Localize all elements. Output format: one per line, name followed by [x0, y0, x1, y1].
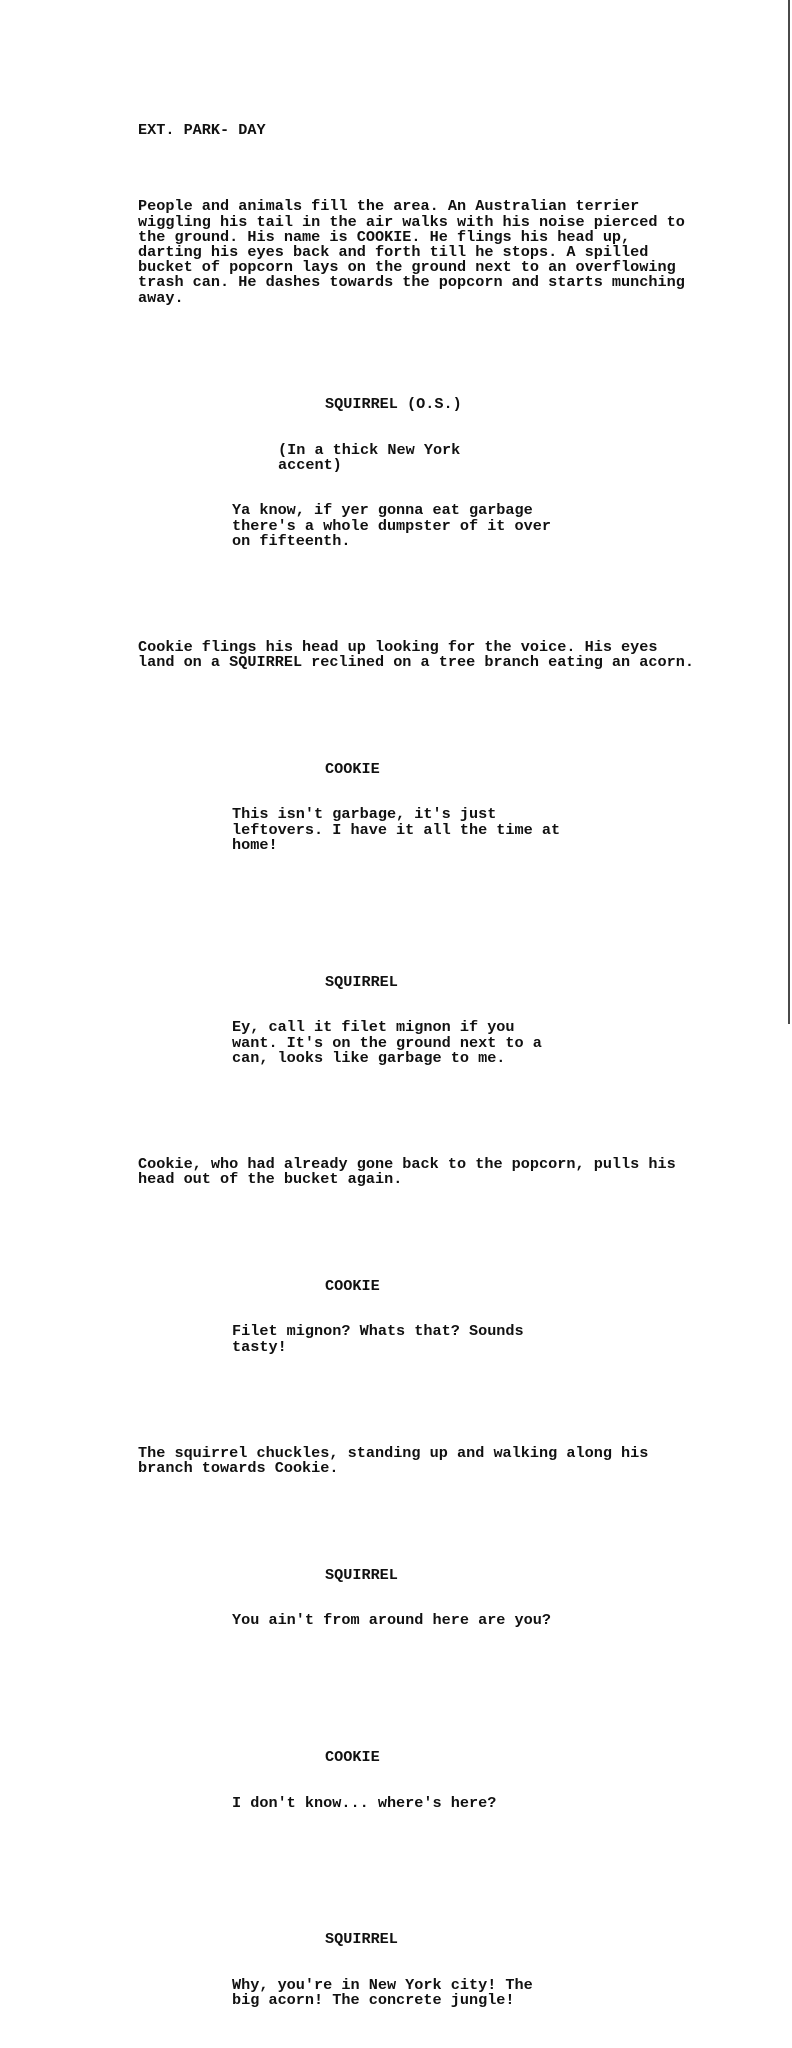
parenthetical: (In a thick New York accent): [278, 440, 470, 474]
action-paragraph: Cookie, who had already gone back to the popcorn, pulls his head out of the bucket again.: [138, 1155, 685, 1189]
dialogue-line: Filet mignon? Whats that? Sounds tasty!: [232, 1322, 533, 1356]
character-name: COOKIE: [325, 1747, 380, 1766]
dialogue-block: [138, 1537, 738, 1659]
character-name: SQUIRREL: [325, 972, 398, 991]
dialogue-block: [138, 1720, 738, 1842]
scene-heading: EXT. PARK- DAY: [138, 121, 266, 140]
dialogue-line: I don't know... where's here?: [232, 1793, 497, 1812]
dialogue-line: Why, you're in New York city! The big acorn! The concrete jungle!: [232, 1976, 542, 2010]
action-paragraph: Cookie flings his head up looking for the voice. His eyes land on a SQUIRREL reclined on a tree branch eating an acorn.: [138, 638, 694, 672]
dialogue-block: [138, 1902, 738, 2039]
dialogue-block: [138, 1248, 738, 1385]
dialogue-block: [138, 731, 738, 883]
character-name: COOKIE: [325, 1276, 380, 1295]
dialogue-line: Ey, call it filet mignon if you want. It's on the ground next to a can, looks like garbage to me.: [232, 1018, 552, 1067]
dialogue-block: [138, 944, 738, 1096]
character-name: COOKIE: [325, 759, 380, 778]
dialogue-line: Ya know, if yer gonna eat garbage there's a whole dumpster of it over on fifteenth.: [232, 501, 561, 550]
script-body: [138, 93, 738, 2048]
dialogue-line: You ain't from around here are you?: [232, 1611, 551, 1630]
dialogue-block: [138, 367, 738, 580]
action-paragraph: The squirrel chuckles, standing up and walking along his branch towards Cookie.: [138, 1443, 658, 1478]
character-name: SQUIRREL: [325, 1930, 398, 1949]
character-name: SQUIRREL (O.S.): [325, 395, 462, 414]
dialogue-line: This isn't garbage, it's just leftovers. I have it all the time at home!: [232, 805, 570, 854]
character-name: SQUIRREL: [325, 1565, 398, 1584]
action-paragraph: People and animals fill the area. An Australian terrier wiggling his tail in the air walks with his noise pierced to the ground. His name is COOKIE. He flings his head up, darting his eyes back and forth till he stops. A spilled bucket of popcorn lays on the ground next to an overflowing trash can. He dashes towards the popcorn and starts munching away.: [138, 197, 694, 307]
